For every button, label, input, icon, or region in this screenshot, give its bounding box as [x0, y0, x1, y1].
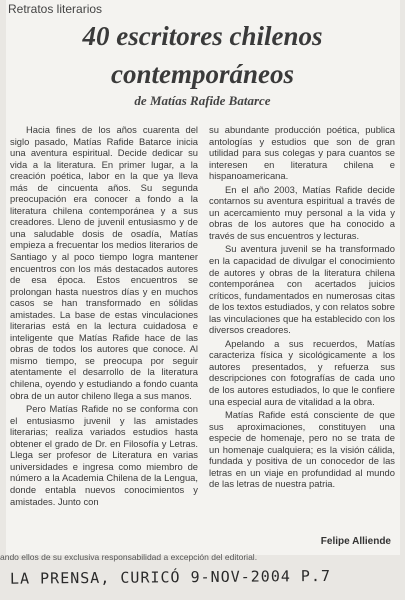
paragraph: su abundante producción poética, publica antologías y estudios que son de gran utilidad para sus colegas y para cuantos se interesen en literatura chilena e hispanoamericana. — [209, 124, 395, 182]
paragraph: Pero Matías Rafide no se conforma con el entusiasmo juvenil y las amistades literarias; realiza variados estudios hasta obtener el grado de Dr. en Filosofía y Letras. Llega ser profesor de Literatura en varias universidades e ingresa como miembro de número a la Academia Chilena de la Lengua, donde entabla nuevos conocimientos y amistades. Junto con — [10, 403, 198, 507]
disclaimer-footer: ando ellos de su exclusiva responsabilidad a excepción del editorial. — [0, 552, 258, 562]
paragraph: En el año 2003, Matías Rafide decide contarnos su aventura espiritual a través de un acercamiento muy personal a la vida y obras de los autores que ha conocido a través de sus encuentros y lecturas. — [209, 183, 395, 241]
paragraph: Su aventura juvenil se ha transformado en la capacidad de divulgar el conocimiento de autores y obras de la literatura chilena contemporánea con acertados juicios críticos, fundamentados en numerosas citas de los textos estudiados, y con relatos sobre las vinculaciones que ha establecido con los diversos creadores. — [209, 243, 395, 336]
handwritten-source-note: LA PRENSA, CURICÓ 9-NOV-2004 P.7 — [9, 566, 332, 588]
paragraph: Hacia fines de los años cuarenta del siglo pasado, Matías Rafide Batarce inicia una aventura espiritual. Decide dedicar su vida a la literatura. En primer lugar, a la creación poética, labor en la que ya lleva más de cincuenta años. Su segunda preocupación era conocer a fondo a la literatura chilena contemporánea y a sus creadores. Lleno de juvenil entusiasmo y de una saludable dosis de osadía, Matías empieza a frecuentar los medios literarios de Santiago y al poco tiempo logra mantener encuentros con los más destacados autores de esa época. Estos encuentros se prolongan hasta nuestros días y en muchos casos se han transformado en sólidas amistades. La base de estas vinculaciones literarias está en la lectura cuidadosa e inteligente que Matías Rafide hace de las obras de todos los autores que conoce. Al mismo tiempo, se preocupa por seguir atentamente el desarrollo de la literatura chilena, oyendo y estudiando a fondo cuanta obra de un autor chileno llega a sus manos. — [10, 124, 198, 401]
author-signature: Felipe Alliende — [320, 536, 391, 547]
byline: de Matías Rafide Batarce — [134, 93, 271, 108]
right-column — [209, 124, 395, 492]
paragraph: Matías Rafide está consciente de que sus aproximaciones, constituyen una especie de homenaje, pero no se trata de un homenaje cualquiera; es la visión cálida, fundada y positiva de un conocedor de las letras en un viaje en profundidad al mundo de las letras de nuestra patria. — [209, 409, 395, 490]
headline-line-1: 40 escritores chilenos — [82, 21, 323, 51]
paragraph: Apelando a sus recuerdos, Matías caracteriza física y sicológicamente a los autores presentados, y refuerza sus descripciones con fotografías de cada uno de los autores estudiados, lo que le confiere una especial aura de vitalidad a la obra. — [209, 337, 395, 407]
headline-line-2: contemporáneos — [110, 59, 294, 89]
section-label: Retratos literarios — [8, 2, 103, 16]
left-column — [10, 124, 198, 509]
